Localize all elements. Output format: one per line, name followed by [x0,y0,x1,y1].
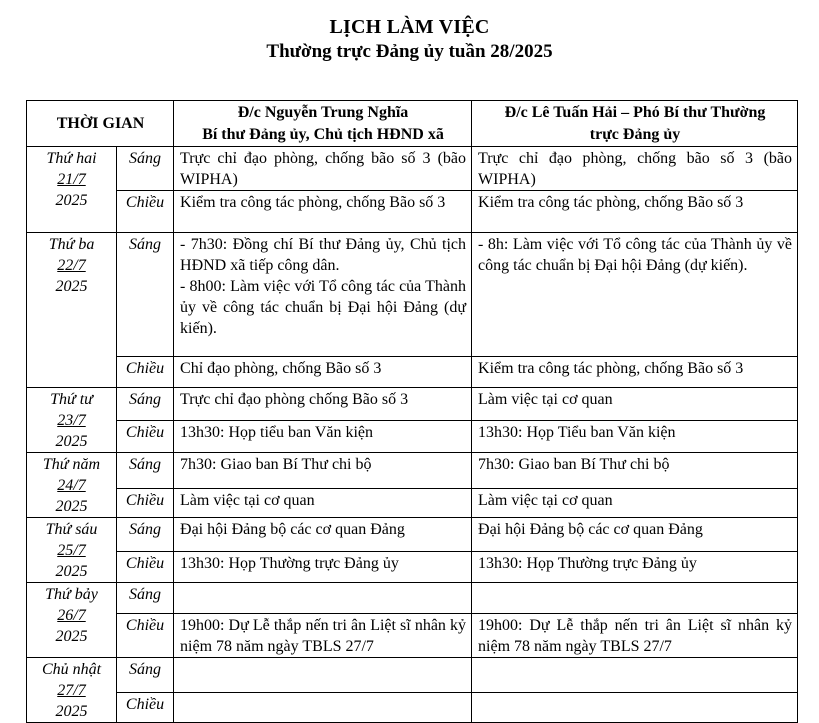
session-label: Sáng [117,453,174,489]
session-label: Chiều [117,614,174,658]
page-subtitle: Thường trực Đảng ủy tuần 28/2025 [266,41,553,62]
day-cell-monday [27,147,117,233]
task-person-1 [174,583,472,614]
day-year: 2025 [55,498,88,515]
task-person-2: 13h30: Họp Thường trực Đảng ủy [472,551,798,582]
day-cell-wednesday [27,388,117,453]
day-name: Thứ năm [42,456,101,473]
day-year: 2025 [55,192,88,209]
table-header-row [27,101,798,147]
day-year: 2025 [55,703,88,720]
day-name: Thứ sáu [45,521,98,538]
day-date: 21/7 [57,171,86,188]
task-person-1: 13h30: Họp tiểu ban Văn kiện [174,420,472,453]
day-cell-tuesday [27,233,117,388]
day-name: Chủ nhật [41,661,102,678]
day-cell-sunday [27,658,117,723]
task-person-1 [174,658,472,693]
table-row [27,147,798,191]
session-label: Chiều [117,488,174,517]
page-title: LỊCH LÀM VIỆC [329,16,490,38]
day-name: Thứ ba [48,236,95,253]
session-label: Sáng [117,147,174,191]
task-person-2: 7h30: Giao ban Bí Thư chi bộ [472,453,798,489]
header-person-1-role: Bí thư Đảng ủy, Chủ tịch HĐND xã [202,126,444,143]
day-cell-thursday [27,453,117,518]
day-name: Thứ tư [50,391,93,408]
schedule-table [26,100,798,723]
task-person-2: Kiểm tra công tác phòng, chống Bão số 3 [472,191,798,233]
session-label: Chiều [117,420,174,453]
header-person-2 [472,101,798,147]
table-row [27,658,798,693]
day-date: 26/7 [57,607,86,624]
table-row [27,357,798,388]
table-row [27,614,798,658]
task-person-2: 13h30: Họp Tiểu ban Văn kiện [472,420,798,453]
table-row [27,453,798,489]
task-person-2: Kiểm tra công tác phòng, chống Bão số 3 [472,357,798,388]
task-person-2: Đại hội Đảng bộ các cơ quan Đảng [472,518,798,552]
task-person-1 [174,233,472,357]
task-person-1: 19h00: Dự Lễ thắp nến tri ân Liệt sĩ nhân kỷ niệm 78 năm ngày TBLS 27/7 [174,614,472,658]
table-row [27,518,798,552]
task-person-2 [472,658,798,693]
header-time: THỜI GIAN [27,101,174,147]
task-person-1: Làm việc tại cơ quan [174,488,472,517]
header-person-2-role: trực Đảng ủy [589,126,681,143]
table-row [27,488,798,517]
table-row [27,191,798,233]
day-date: 27/7 [57,682,86,699]
day-year: 2025 [55,433,88,450]
day-cell-saturday [27,583,117,658]
table-row [27,692,798,722]
session-label: Chiều [117,551,174,582]
header-person-1 [174,101,472,147]
task-person-1: Chỉ đạo phòng, chống Bão số 3 [174,357,472,388]
session-label: Sáng [117,233,174,357]
header-person-2-name: Đ/c Lê Tuấn Hải – Phó Bí thư Thường [504,104,766,121]
task-person-1: Trực chỉ đạo phòng, chống bão số 3 (bão WIPHA) [174,147,472,191]
table-row [27,388,798,421]
task-person-1 [174,692,472,722]
day-year: 2025 [55,563,88,580]
task-person-2 [472,583,798,614]
session-label: Chiều [117,357,174,388]
session-label: Sáng [117,583,174,614]
header-person-1-name: Đ/c Nguyễn Trung Nghĩa [237,104,409,121]
task-person-2 [472,692,798,722]
day-date: 25/7 [57,542,86,559]
session-label: Chiều [117,692,174,722]
day-cell-friday [27,518,117,583]
task-person-1: 13h30: Họp Thường trực Đảng ủy [174,551,472,582]
task-person-1: 7h30: Giao ban Bí Thư chi bộ [174,453,472,489]
session-label: Chiều [117,191,174,233]
task-person-1: Đại hội Đảng bộ các cơ quan Đảng [174,518,472,552]
day-name: Thứ bảy [45,586,98,603]
task-person-1: Trực chỉ đạo phòng chống Bão số 3 [174,388,472,421]
day-year: 2025 [55,278,88,295]
task-item: - 8h00: Làm việc với Tổ công tác của Thành ủy về công tác chuẩn bị Đại hội Đảng (dự kiến). [180,278,467,337]
task-person-2: - 8h: Làm việc với Tổ công tác của Thành ủy về công tác chuẩn bị Đại hội Đảng (dự kiến). [472,233,798,357]
task-person-2: Trực chỉ đạo phòng, chống bão số 3 (bão WIPHA) [472,147,798,191]
day-date: 22/7 [57,257,86,274]
task-person-2: Làm việc tại cơ quan [472,388,798,421]
task-item: - 7h30: Đồng chí Bí thư Đảng ủy, Chủ tịch HĐND xã tiếp công dân. [180,236,467,274]
day-date: 24/7 [57,477,86,494]
table-row [27,583,798,614]
session-label: Sáng [117,388,174,421]
task-person-2: Làm việc tại cơ quan [472,488,798,517]
session-label: Sáng [117,518,174,552]
day-date: 23/7 [57,412,86,429]
day-year: 2025 [55,628,88,645]
table-row [27,551,798,582]
task-person-1: Kiểm tra công tác phòng, chống Bão số 3 [174,191,472,233]
day-name: Thứ hai [46,150,97,167]
task-person-2: 19h00: Dự Lễ thắp nến tri ân Liệt sĩ nhân kỷ niệm 78 năm ngày TBLS 27/7 [472,614,798,658]
session-label: Sáng [117,658,174,693]
table-row [27,233,798,357]
table-row [27,420,798,453]
